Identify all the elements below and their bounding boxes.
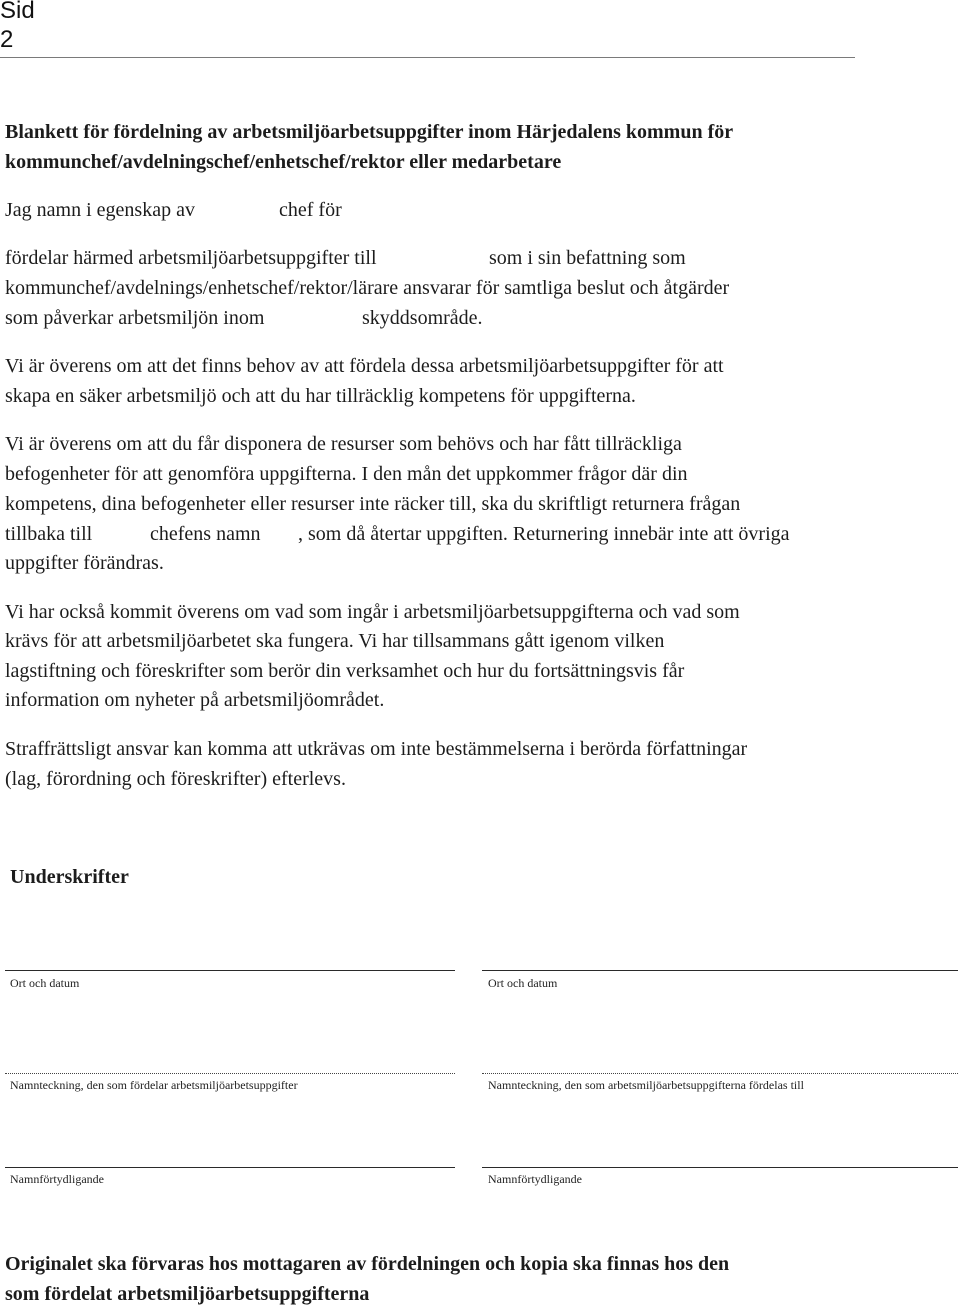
paragraph-2-line-4b: , som då återtar uppgiften. Returnering innebär inte att övriga [298,523,790,545]
intro-line-4b: skyddsområde. [362,307,483,329]
paragraph-2-line: befogenheter för att genomföra uppgifterna. I den mån det uppkommer frågor där din [5,463,688,485]
signature-label-left: Namnteckning, den som fördelar arbetsmiljöarbetsuppgifter [10,1078,298,1092]
paragraph-2-line: kompetens, dina befogenheter eller resurser inte räcker till, ska du skriftligt returnera frågan [5,493,741,515]
place-date-line-left [5,970,455,971]
intro-line-1a: Jag namn i egenskap av [5,199,195,221]
name-clarification-line-right [482,1167,958,1168]
paragraph-1-line: skapa en säker arbetsmiljö och att du har tillräcklig kompetens för uppgifterna. [5,385,636,407]
signature-label-right: Namnteckning, den som arbetsmiljöarbetsuppgifterna fördelas till [488,1078,804,1092]
paragraph-2-line-4a: tillbaka till [5,523,93,545]
intro-line-2a: fördelar härmed arbetsmiljöarbetsuppgifter till [5,247,377,269]
paragraph-3-line: information om nyheter på arbetsmiljöområdet. [5,689,385,711]
intro-line-3: kommunchef/avdelnings/enhetschef/rektor/lärare ansvarar för samtliga beslut och åtgärder [5,277,730,299]
signature-line-left [5,1073,455,1074]
signature-line-right [482,1073,958,1074]
name-clarification-label-left: Namnförtydligande [10,1172,104,1186]
name-clarification-label-right: Namnförtydligande [488,1172,582,1186]
footer-note-line-1: Originalet ska förvaras hos mottagaren av fördelningen och kopia ska finnas hos den [5,1253,730,1275]
form-title-line-2: kommunchef/avdelningschef/enhetschef/rektor eller medarbetare [5,151,562,173]
place-date-label-left: Ort och datum [10,976,80,990]
intro-line-2b: som i sin befattning som [489,247,686,269]
place-date-line-right [482,970,958,971]
intro-line-1b: chef för [279,199,342,221]
paragraph-3-line: krävs för att arbetsmiljöarbetet ska fungera. Vi har tillsammans gått igenom vilken [5,630,665,652]
manager-name-field: chefens namn [150,523,261,545]
paragraph-3-line: lagstiftning och föreskrifter som berör din verksamhet och hur du fortsättningsvis får [5,660,685,682]
page-label: Sid [0,0,35,24]
footer-note-line-2: som fördelat arbetsmiljöarbetsuppgifterna [5,1283,370,1305]
paragraph-3-line: Vi har också kommit överens om vad som ingår i arbetsmiljöarbetsuppgifterna och vad som [5,601,740,623]
form-title-line-1: Blankett för fördelning av arbetsmiljöarbetsuppgifter inom Härjedalens kommun för [5,121,734,143]
paragraph-1-line: Vi är överens om att det finns behov av att fördela dessa arbetsmiljöarbetsuppgifter för att [5,355,724,377]
paragraph-4-line: (lag, förordning och föreskrifter) efterlevs. [5,768,346,790]
intro-line-4a: som påverkar arbetsmiljön inom [5,307,265,329]
signatures-heading: Underskrifter [10,866,129,888]
paragraph-2-line-5: uppgifter förändras. [5,552,164,574]
paragraph-2-line: Vi är överens om att du får disponera de resurser som behövs och har fått tillräckliga [5,433,682,455]
page-number: 2 [0,26,14,53]
paragraph-4-line: Straffrättsligt ansvar kan komma att utkrävas om inte bestämmelserna i berörda författningar [5,738,748,760]
place-date-label-right: Ort och datum [488,976,558,990]
header-rule [0,57,855,58]
name-clarification-line-left [5,1167,455,1168]
